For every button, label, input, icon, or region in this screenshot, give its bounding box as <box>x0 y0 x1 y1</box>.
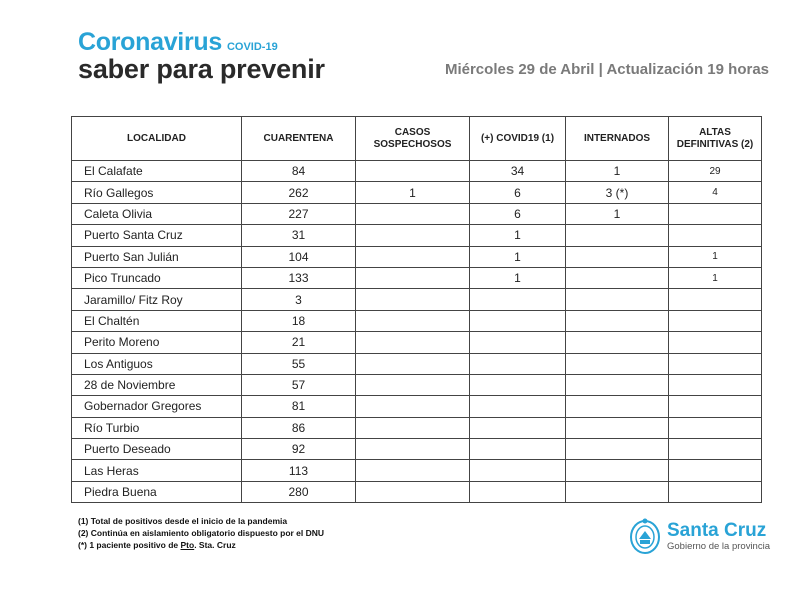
cell-casos-sospechosos <box>356 267 470 288</box>
cell-cuarentena: 262 <box>242 182 356 203</box>
cell-cuarentena: 280 <box>242 481 356 502</box>
cell-localidad: Piedra Buena <box>72 481 242 502</box>
cell-cuarentena: 55 <box>242 353 356 374</box>
header-altas: ALTAS DEFINITIVAS (2) <box>669 117 762 161</box>
cell-altas <box>669 332 762 353</box>
cell-internados <box>566 246 669 267</box>
cell-altas: 1 <box>669 267 762 288</box>
cell-casos-sospechosos <box>356 203 470 224</box>
cell-altas <box>669 481 762 502</box>
cell-covid19 <box>470 353 566 374</box>
date-update-line: Miércoles 29 de Abril | Actualización 19 horas <box>444 61 769 78</box>
cell-altas <box>669 225 762 246</box>
cell-covid19: 1 <box>470 246 566 267</box>
cell-casos-sospechosos <box>356 439 470 460</box>
cell-covid19 <box>470 332 566 353</box>
cell-localidad: Perito Moreno <box>72 332 242 353</box>
table-row <box>72 460 762 481</box>
cell-cuarentena: 81 <box>242 396 356 417</box>
cell-localidad: El Chaltén <box>72 310 242 331</box>
provincial-seal-icon <box>629 517 661 555</box>
cell-altas <box>669 353 762 374</box>
table-row <box>72 182 762 203</box>
cell-localidad: Puerto San Julián <box>72 246 242 267</box>
header-internados: INTERNADOS <box>566 117 669 161</box>
cell-covid19 <box>470 374 566 395</box>
footnote-1: (1) Total de positivos desde el inicio de la pandemia <box>78 516 288 526</box>
table-row <box>72 417 762 438</box>
cell-internados <box>566 353 669 374</box>
cell-casos-sospechosos <box>356 332 470 353</box>
cell-cuarentena: 86 <box>242 417 356 438</box>
cell-casos-sospechosos <box>356 161 470 182</box>
cell-cuarentena: 113 <box>242 460 356 481</box>
cell-internados: 1 <box>566 203 669 224</box>
cell-casos-sospechosos <box>356 374 470 395</box>
cell-altas <box>669 439 762 460</box>
table-header-row <box>72 117 762 161</box>
cell-internados <box>566 310 669 331</box>
cell-covid19: 6 <box>470 182 566 203</box>
cell-casos-sospechosos <box>356 481 470 502</box>
cell-internados <box>566 417 669 438</box>
cell-cuarentena: 227 <box>242 203 356 224</box>
cell-covid19 <box>470 439 566 460</box>
cell-localidad: Pico Truncado <box>72 267 242 288</box>
brand-header <box>78 28 325 85</box>
cell-casos-sospechosos: 1 <box>356 182 470 203</box>
cell-internados <box>566 374 669 395</box>
cell-covid19 <box>470 310 566 331</box>
header-casos-sospechosos: CASOS SOSPECHOSOS <box>356 117 470 161</box>
cell-altas <box>669 460 762 481</box>
cell-localidad: Río Gallegos <box>72 182 242 203</box>
table-body <box>72 161 762 503</box>
cell-internados <box>566 225 669 246</box>
table-row <box>72 396 762 417</box>
cell-casos-sospechosos <box>356 417 470 438</box>
cell-cuarentena: 57 <box>242 374 356 395</box>
table-row <box>72 374 762 395</box>
cell-localidad: Puerto Santa Cruz <box>72 225 242 246</box>
cell-altas: 29 <box>669 161 762 182</box>
cell-localidad: Las Heras <box>72 460 242 481</box>
cell-casos-sospechosos <box>356 310 470 331</box>
cell-cuarentena: 18 <box>242 310 356 331</box>
cell-covid19 <box>470 481 566 502</box>
brand-title: Coronavirus <box>78 28 222 56</box>
table-row <box>72 203 762 224</box>
cell-covid19: 1 <box>470 267 566 288</box>
cell-covid19: 1 <box>470 225 566 246</box>
brand-tag: COVID-19 <box>226 41 278 53</box>
cell-covid19 <box>470 289 566 310</box>
header-covid19: (+) COVID19 (1) <box>470 117 566 161</box>
cell-cuarentena: 92 <box>242 439 356 460</box>
cell-casos-sospechosos <box>356 225 470 246</box>
cell-internados <box>566 332 669 353</box>
cell-covid19 <box>470 396 566 417</box>
footnote-3 <box>78 539 324 551</box>
cell-internados <box>566 460 669 481</box>
cell-casos-sospechosos <box>356 353 470 374</box>
cell-internados: 3 (*) <box>566 182 669 203</box>
table-row <box>72 289 762 310</box>
header-localidad: LOCALIDAD <box>72 117 242 161</box>
cell-cuarentena: 104 <box>242 246 356 267</box>
logo-subtitle: Gobierno de la provincia <box>667 540 770 552</box>
brand-subtitle: saber para prevenir <box>78 54 325 84</box>
cell-casos-sospechosos <box>356 460 470 481</box>
cell-covid19: 6 <box>470 203 566 224</box>
table-row <box>72 225 762 246</box>
cell-covid19 <box>470 417 566 438</box>
cell-cuarentena: 3 <box>242 289 356 310</box>
table-row <box>72 310 762 331</box>
cell-internados <box>566 439 669 460</box>
table-row <box>72 267 762 288</box>
cell-covid19 <box>470 460 566 481</box>
cases-table <box>71 116 762 503</box>
table-row <box>72 332 762 353</box>
cell-altas <box>669 396 762 417</box>
logo-text <box>667 521 770 552</box>
footnote-3-place: Pto <box>180 540 195 550</box>
cell-cuarentena: 133 <box>242 267 356 288</box>
cell-altas: 1 <box>669 246 762 267</box>
cell-internados: 1 <box>566 161 669 182</box>
cell-localidad: Puerto Deseado <box>72 439 242 460</box>
cell-altas <box>669 289 762 310</box>
cell-casos-sospechosos <box>356 246 470 267</box>
cell-localidad: El Calafate <box>72 161 242 182</box>
table-row <box>72 481 762 502</box>
cell-covid19: 34 <box>470 161 566 182</box>
table-row <box>72 439 762 460</box>
cell-localidad: 28 de Noviembre <box>72 374 242 395</box>
cell-altas <box>669 417 762 438</box>
cell-localidad: Jaramillo/ Fitz Roy <box>72 289 242 310</box>
brand-title-line <box>78 28 325 57</box>
cell-cuarentena: 21 <box>242 332 356 353</box>
cell-casos-sospechosos <box>356 396 470 417</box>
logo-name: Santa Cruz <box>667 519 767 541</box>
cell-altas: 4 <box>669 182 762 203</box>
table-row <box>72 161 762 182</box>
cell-localidad: Los Antiguos <box>72 353 242 374</box>
footnote-3-suffix: . Sta. Cruz <box>194 540 236 550</box>
footnotes <box>78 515 324 551</box>
cell-altas <box>669 310 762 331</box>
footnote-3-prefix: (*) 1 paciente positivo de <box>78 540 181 550</box>
cell-localidad: Gobernador Gregores <box>72 396 242 417</box>
footnote-2: (2) Continúa en aislamiento obligatorio dispuesto por el DNU <box>78 528 325 538</box>
cell-internados <box>566 396 669 417</box>
cell-altas <box>669 374 762 395</box>
cell-localidad: Caleta Olivia <box>72 203 242 224</box>
cell-altas <box>669 203 762 224</box>
cell-cuarentena: 84 <box>242 161 356 182</box>
table-row <box>72 353 762 374</box>
cell-cuarentena: 31 <box>242 225 356 246</box>
cell-internados <box>566 289 669 310</box>
cell-internados <box>566 267 669 288</box>
table-row <box>72 246 762 267</box>
cell-localidad: Río Turbio <box>72 417 242 438</box>
cell-casos-sospechosos <box>356 289 470 310</box>
santa-cruz-logo <box>629 517 770 555</box>
header-cuarentena: CUARENTENA <box>242 117 356 161</box>
cell-internados <box>566 481 669 502</box>
